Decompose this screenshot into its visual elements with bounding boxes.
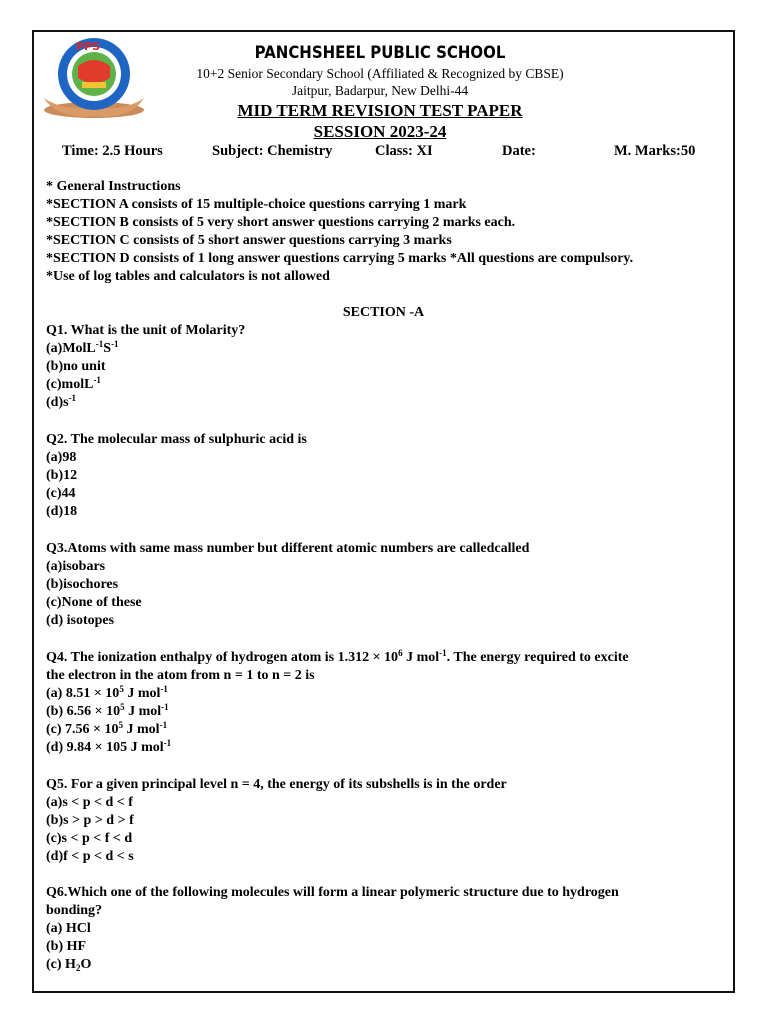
option-b: (b)s > p > d > f (46, 813, 134, 828)
option-d (46, 740, 171, 756)
question-text: Q2. The molecular mass of sulphuric acid is (46, 432, 307, 447)
option-d: (d) isotopes (46, 613, 115, 628)
subject-info: Subject: Chemistry (212, 143, 333, 159)
option-text: J mol (124, 704, 162, 719)
question-text: Q6.Which one of the following molecules will form a linear polymeric structure due to hydrogen (46, 885, 619, 900)
section-heading: SECTION -A (342, 305, 425, 320)
option-c: (c)s < p < f < d (46, 831, 133, 846)
option-text: (c)molL (46, 377, 94, 392)
superscript: 5 (120, 702, 125, 712)
instruction-line: *SECTION B consists of 5 very short answer questions carrying 2 marks each. (46, 215, 516, 230)
superscript: 5 (119, 684, 124, 694)
class-info: Class: XI (375, 143, 433, 159)
instruction-line: * General Instructions (46, 179, 181, 194)
option-text: (d) 9.84 × 105 J mol (46, 740, 164, 755)
superscript: -1 (161, 702, 169, 712)
option-text: (a) 8.51 × 10 (46, 686, 120, 701)
option-text: (c) H (46, 957, 76, 972)
option-text: (a)MolL (46, 341, 96, 356)
option-text: J mol (123, 686, 161, 701)
date-info: Date: (502, 143, 536, 159)
instruction-line: *SECTION A consists of 15 multiple-choice questions carrying 1 mark (46, 197, 467, 212)
option-a (46, 686, 168, 702)
option-c (46, 722, 167, 738)
superscript: -1 (159, 720, 168, 730)
option-b: (b) HF (46, 939, 87, 954)
session-title: SESSION 2023-24 (313, 122, 447, 141)
question-part: Q4. The ionization enthalpy of hydrogen atom is 1.312 × 10 (46, 650, 399, 665)
option-text: (c) 7.56 × 10 (46, 722, 119, 737)
option-c: (c)None of these (46, 595, 142, 610)
time-info: Time: 2.5 Hours (62, 143, 163, 159)
school-address: Jaitpur, Badarpur, New Delhi-44 (291, 83, 469, 98)
option-c: (c)44 (46, 486, 76, 501)
question-part: J mol (402, 650, 440, 665)
superscript: -1 (160, 684, 168, 694)
instruction-line: *SECTION D consists of 1 long answer questions carrying 5 marks *All questions are compulsory. (46, 251, 634, 266)
instruction-line: *SECTION C consists of 5 short answer questions carrying 3 marks (46, 233, 452, 248)
question-text: Q1. What is the unit of Molarity? (46, 323, 246, 338)
question-part: . The energy required to excite (446, 650, 629, 665)
page-border (32, 30, 735, 993)
option-b: (b)no unit (46, 359, 106, 374)
superscript: -1 (95, 339, 104, 349)
paper-title: MID TERM REVISION TEST PAPER (237, 101, 523, 120)
school-logo (38, 36, 150, 120)
superscript: 5 (118, 720, 124, 730)
option-text: (b) 6.56 × 10 (46, 704, 121, 719)
question-text: bonding? (46, 903, 103, 918)
max-marks: M. Marks:50 (614, 143, 696, 159)
option-text: J mol (123, 722, 160, 737)
superscript: 6 (398, 648, 403, 658)
option-a: (a) HCl (46, 921, 91, 936)
option-d: (d)f < p < d < s (46, 849, 134, 864)
option-a (46, 341, 119, 357)
superscript: -1 (163, 738, 172, 748)
option-text: O (80, 957, 92, 972)
subscript: 2 (75, 963, 81, 973)
question-text: the electron in the atom from n = 1 to n = 2 is (46, 668, 315, 683)
option-text: S (103, 341, 112, 356)
option-b (46, 704, 169, 720)
question-text: Q3.Atoms with same mass number but different atomic numbers are calledcalled (46, 541, 530, 556)
option-b: (b)isochores (46, 577, 119, 592)
option-a: (a)isobars (46, 559, 106, 574)
superscript: -1 (68, 393, 77, 403)
superscript: -1 (111, 339, 119, 349)
logo-text: PPS (76, 40, 101, 53)
school-affiliation: 10+2 Senior Secondary School (Affiliated & Recognized by CBSE) (196, 66, 564, 81)
option-a: (a)98 (46, 450, 77, 465)
option-c (46, 377, 101, 393)
school-name: PANCHSHEEL PUBLIC SCHOOL (254, 43, 506, 63)
question-text (46, 650, 629, 666)
option-a: (a)s < p < d < f (46, 795, 133, 810)
option-d: (d)18 (46, 504, 78, 519)
option-text: (d)s (46, 395, 69, 410)
option-b: (b)12 (46, 468, 78, 483)
option-c (46, 957, 91, 973)
option-d (46, 395, 76, 411)
superscript: -1 (93, 375, 101, 385)
question-text: Q5. For a given principal level n = 4, the energy of its subshells is in the order (46, 777, 507, 792)
instruction-line: *Use of log tables and calculators is not allowed (46, 269, 330, 284)
superscript: -1 (439, 648, 447, 658)
